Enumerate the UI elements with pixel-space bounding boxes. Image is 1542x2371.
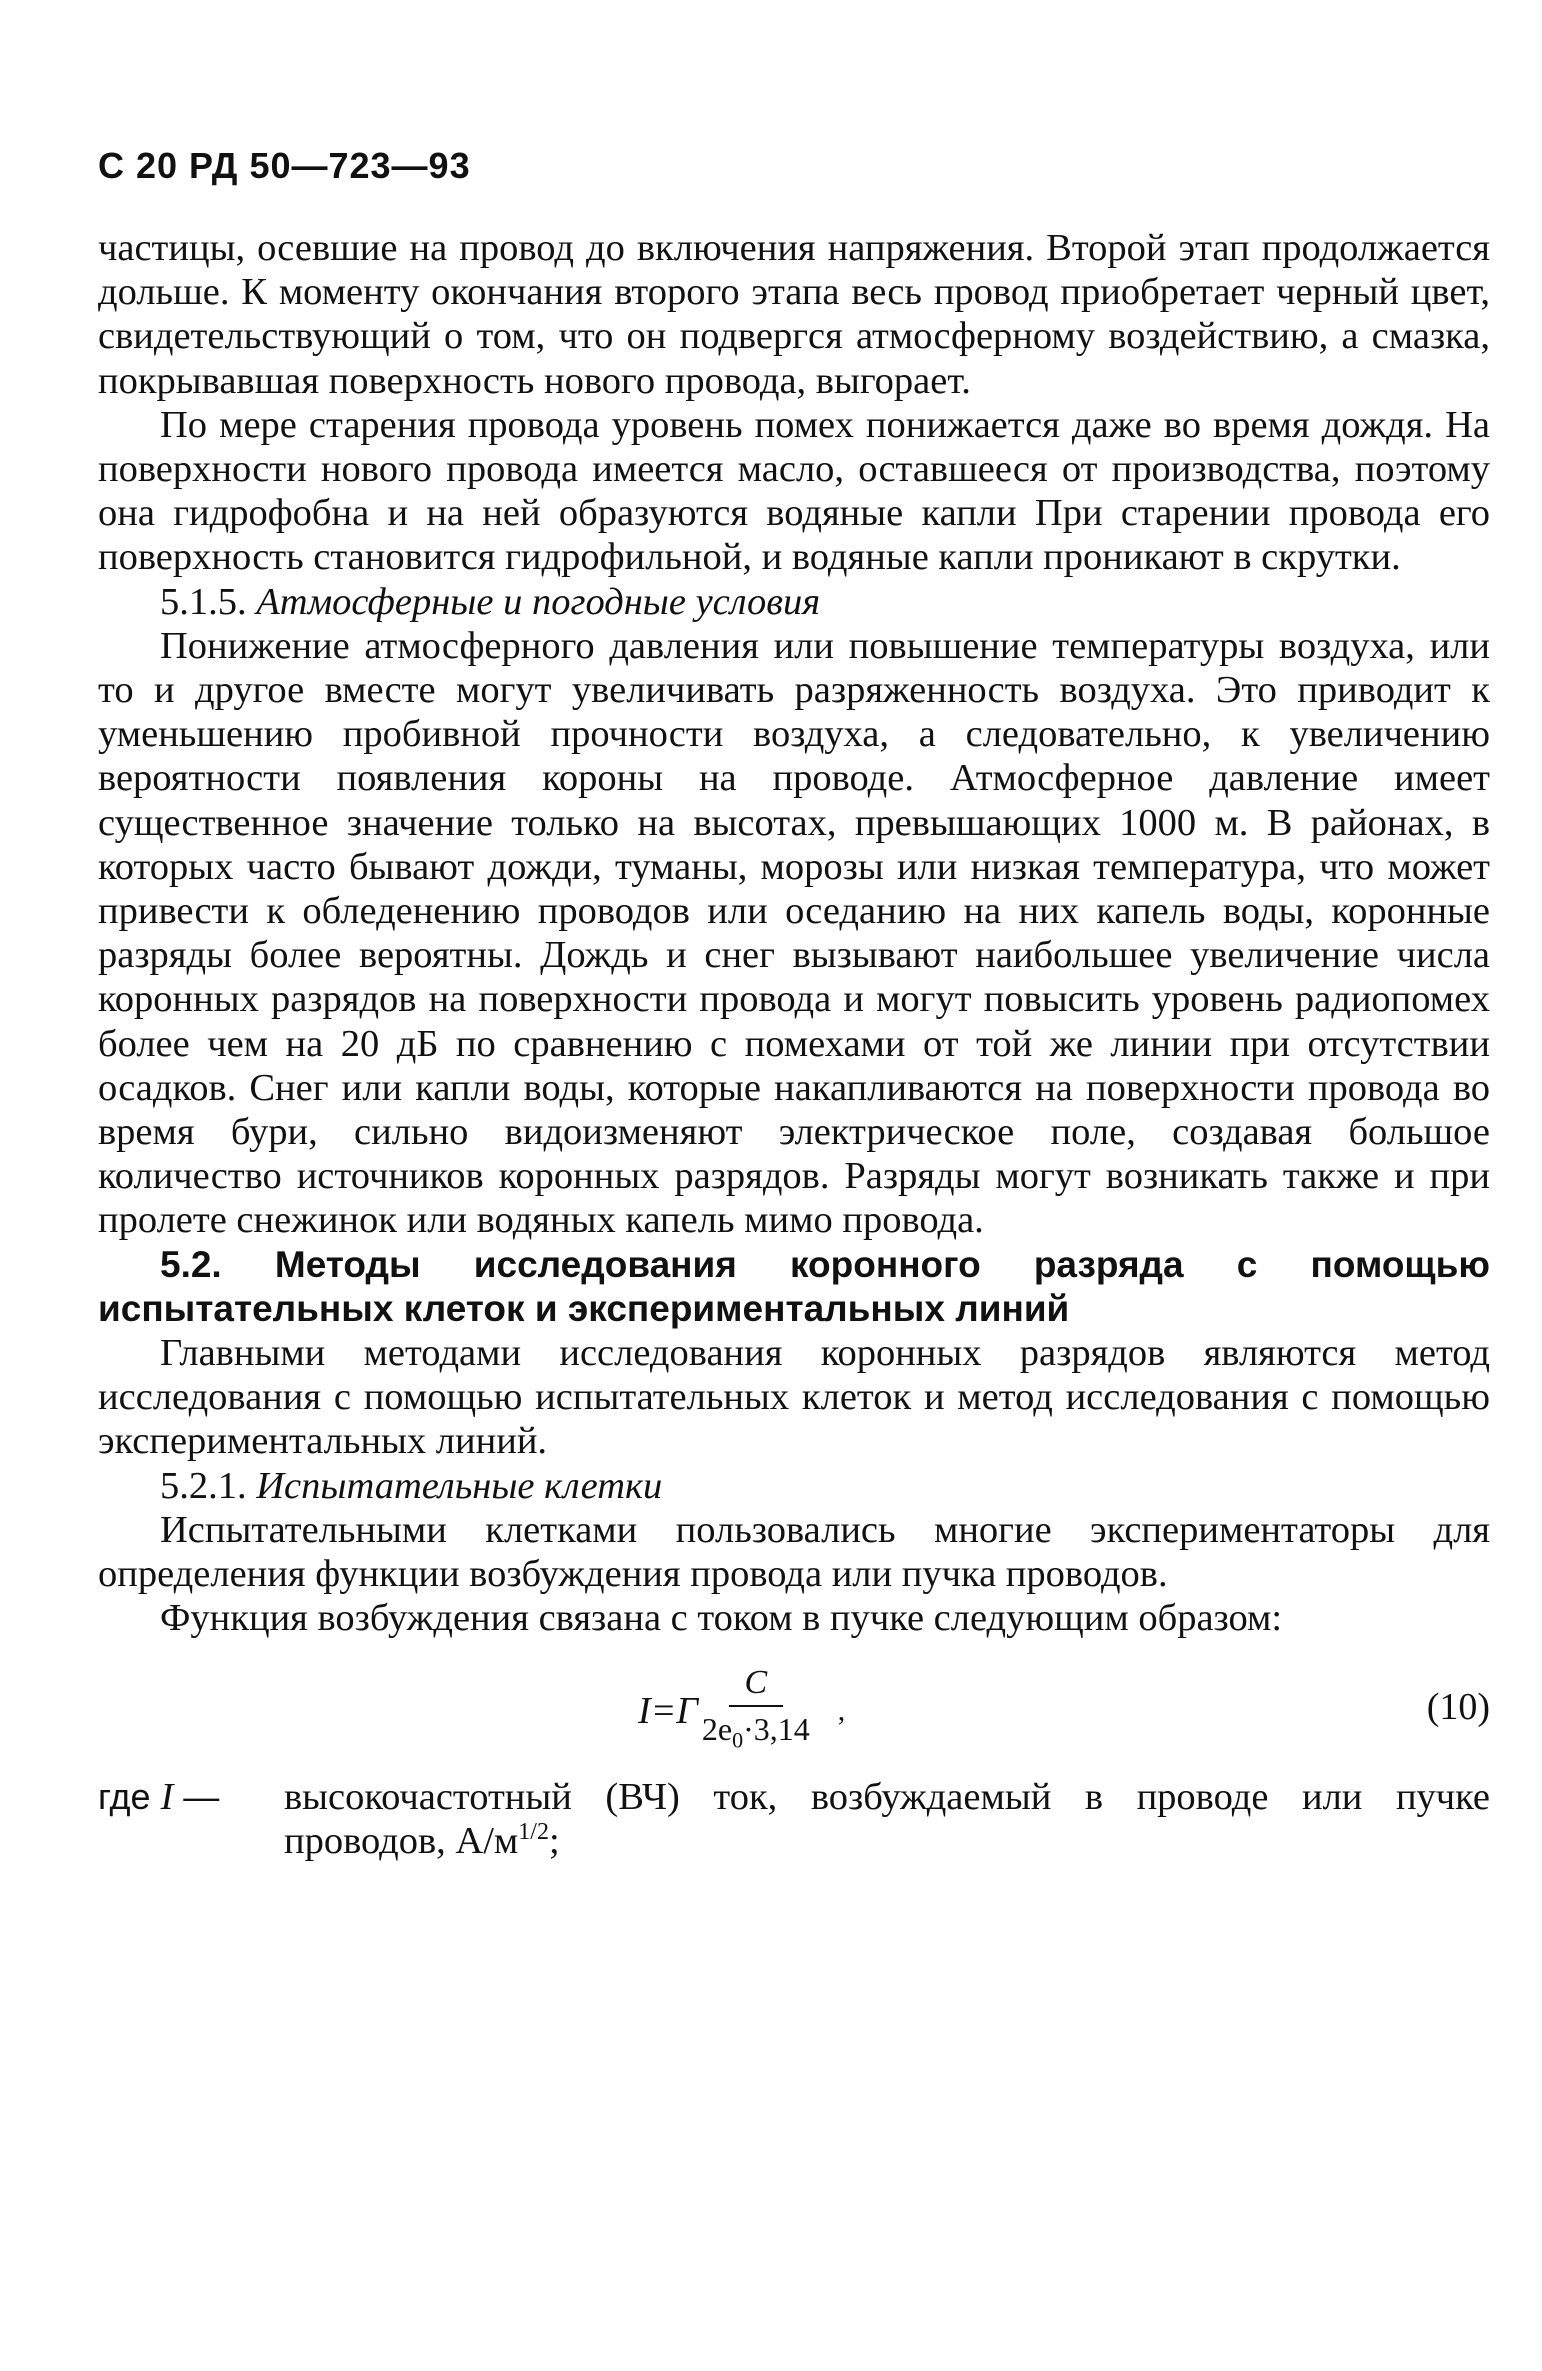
paragraph-weather: Понижение атмосферного давления или повышение температуры воздуха, или то и другое вместе могут увеличивать разряженность воздуха. Это приводит к уменьшению пробивной прочности воздуха, а следовательно, к увеличению вероятности появления короны на проводе. Атмосферное давление имеет существенное значение только на высотах, превышающих 1000 м. В районах, в которых часто бывают дожди, туманы, морозы или низкая температура, что может привести к обледенению проводов или оседанию на них капель воды, коронные разряды более вероятны. Дождь и снег вызывают наибольшее увеличение числа коронных разрядов на поверхности провода и могут повысить уровень радиопомех более чем на 20 дБ по сравнению с помехами от той же линии при отсутствии осадков. Снег или капли воды, которые накапливаются на поверхности провода во время бури, сильно видоизменяют электрическое поле, создавая большое количество источников коронных разрядов. Разряды могут возникать также и при пролете снежинок или водяных капель мимо провода.	[98, 624, 1490, 1242]
formula-denominator	[702, 1707, 810, 1760]
formula-numerator: C	[729, 1663, 784, 1707]
section-number: 5.2.	[160, 1243, 222, 1285]
denominator-subscript: 0	[732, 1726, 744, 1752]
section-5-1-5-heading	[98, 580, 1490, 624]
where-prefix: где	[98, 1775, 151, 1817]
paragraph-test-cells: Испытательными клетками пользовались многие экспериментаторы для определения функции возбуждения провода или пучка проводов.	[98, 1508, 1490, 1596]
paragraph-methods: Главными методами исследования коронных разрядов являются метод исследования с помощью испытательных клеток и метод исследования с помощью экспериментальных линий.	[98, 1332, 1490, 1463]
denominator-tail: ·3,14	[743, 1710, 810, 1747]
formula-lhs: I=Г	[638, 1690, 698, 1733]
section-title: Испытательные клетки	[256, 1464, 663, 1507]
equation-10	[98, 1649, 1490, 1769]
document-body	[98, 226, 1490, 1863]
where-label	[98, 1775, 284, 1863]
equation-number: (10)	[1426, 1685, 1490, 1728]
paragraph-aging: По мере старения провода уровень помех понижается даже во время дождя. На поверхности нового провода имеется масло, оставшееся от производства, поэтому она гидрофобна и на ней образуются водяные капли При старении провода его поверхность становится гидрофильной, и водяные капли проникают в скрутки.	[98, 403, 1490, 579]
formula	[638, 1663, 845, 1760]
where-definition	[98, 1775, 1490, 1863]
unit-exponent: 1/2	[518, 1818, 549, 1845]
section-number: 5.1.5.	[160, 580, 247, 623]
where-description	[284, 1775, 1490, 1863]
formula-comma: ,	[837, 1694, 846, 1728]
paragraph-continuation: частицы, осевшие на провод до включения напряжения. Второй этап продолжается дольше. К моменту окончания второго этапа весь провод приобретает черный цвет, свидетельствующий о том, что он подвергся атмосферному воздействию, а смазка, покрывавшая поверхность нового провода, выгорает.	[98, 227, 1490, 402]
section-5-2-heading	[98, 1243, 1490, 1331]
denominator-base: 2e	[701, 1710, 733, 1747]
where-symbol: I	[160, 1775, 174, 1818]
paragraph-excitation-function: Функция возбуждения связана с током в пучке следующим образом:	[160, 1597, 1283, 1640]
where-dash: —	[183, 1775, 220, 1817]
section-title: Методы исследования коронного разряда с помощью испытательных клеток и экспериментальных линий	[98, 1243, 1490, 1329]
where-end: ;	[548, 1819, 560, 1862]
section-number: 5.2.1.	[160, 1464, 247, 1507]
page-header: С 20 РД 50—723—93	[98, 145, 471, 186]
formula-fraction	[702, 1663, 810, 1760]
where-description-text: высокочастотный (ВЧ) ток, возбуждаемый в проводе или пучке проводов, А/м	[284, 1775, 1490, 1862]
section-5-2-1-heading	[98, 1464, 1490, 1508]
section-title: Атмосферные и погодные условия	[256, 580, 821, 623]
